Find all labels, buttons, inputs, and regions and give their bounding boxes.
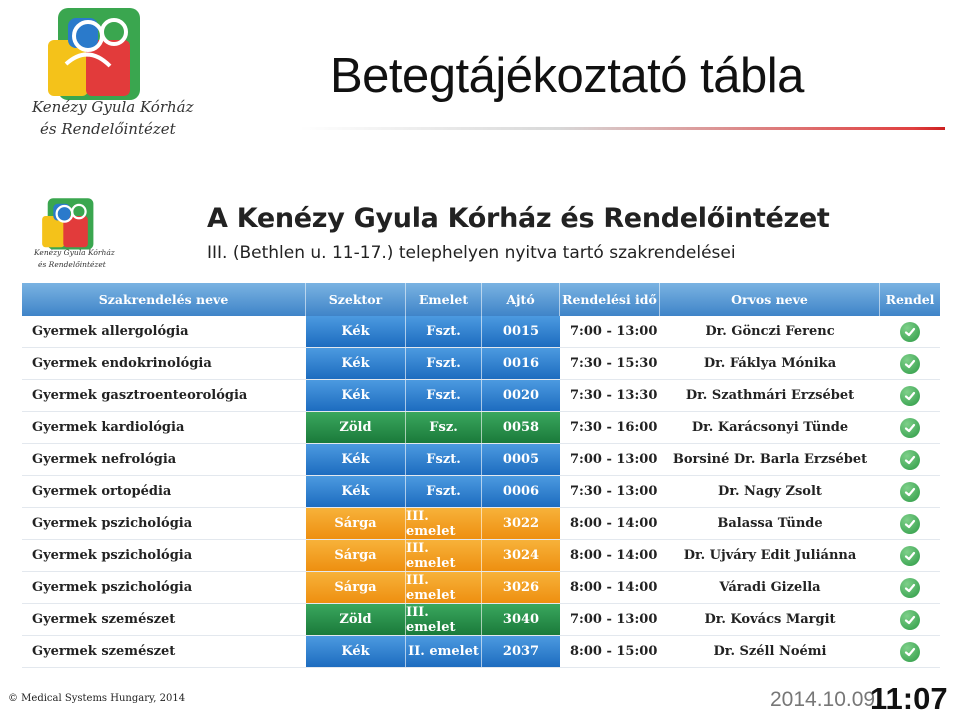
check-circle-icon (900, 578, 920, 598)
row-name: Gyermek pszichológia (32, 580, 193, 595)
table-row (22, 540, 940, 572)
check-circle-icon (900, 482, 920, 502)
header-sector: Szektor (306, 283, 406, 316)
table-row (22, 508, 940, 540)
row-floor: Fszt. (406, 316, 482, 347)
check-circle-icon (900, 386, 920, 406)
header-open: Rendel (885, 292, 935, 307)
row-hours: 8:00 - 15:00 (570, 644, 658, 659)
row-door: 3040 (482, 604, 560, 635)
row-floor: II. emelet (406, 636, 482, 667)
row-floor: Fszt. (406, 380, 482, 411)
row-name: Gyermek kardiológia (32, 420, 185, 435)
row-floor: III. emelet (406, 572, 482, 603)
check-circle-icon (900, 514, 920, 534)
row-name: Gyermek nefrológia (32, 452, 177, 467)
row-name: Gyermek szemészet (32, 644, 176, 659)
header-door: Ajtó (482, 283, 560, 316)
row-hours: 7:00 - 13:00 (570, 324, 658, 339)
row-open (880, 412, 940, 443)
panel-subtitle: III. (Bethlen u. 11-17.) telephelyen nyitva tartó szakrendelései (207, 243, 736, 263)
row-hours: 7:30 - 13:00 (570, 484, 658, 499)
table-row (22, 412, 940, 444)
table-row (22, 476, 940, 508)
row-sector: Sárga (306, 572, 406, 603)
row-open (880, 540, 940, 571)
row-open (880, 604, 940, 635)
row-name: Gyermek pszichológia (32, 548, 193, 563)
table-row (22, 348, 940, 380)
row-floor: III. emelet (406, 540, 482, 571)
row-door: 0015 (482, 316, 560, 347)
row-doctor: Dr. Karácsonyi Tünde (691, 420, 849, 435)
header-hours: Rendelési idő (560, 283, 660, 316)
row-sector: Kék (306, 348, 406, 379)
footer-time: 11:07 (870, 681, 948, 716)
row-hours: 7:30 - 16:00 (570, 420, 658, 435)
logo-text-line2: és Rendelőintézet (40, 120, 176, 138)
row-door: 3022 (482, 508, 560, 539)
footer-date: 2014.10.09. (770, 688, 881, 711)
row-open (880, 348, 940, 379)
header-name: Szakrendelés neve (22, 283, 306, 316)
table-row (22, 636, 940, 668)
row-floor: Fszt. (406, 444, 482, 475)
row-floor: III. emelet (406, 508, 482, 539)
row-door: 0058 (482, 412, 560, 443)
row-hours: 7:30 - 15:30 (570, 356, 658, 371)
row-doctor: Dr. Kovács Margit (704, 612, 836, 627)
row-door: 2037 (482, 636, 560, 667)
row-doctor: Dr. Szathmári Erzsébet (685, 388, 855, 403)
row-open (880, 316, 940, 347)
row-door: 0016 (482, 348, 560, 379)
header-floor: Emelet (406, 283, 482, 316)
row-floor: Fsz. (406, 412, 482, 443)
title-underline (300, 127, 945, 130)
row-doctor: Dr. Ujváry Edit Juliánna (683, 548, 857, 563)
row-open (880, 380, 940, 411)
check-circle-icon (900, 450, 920, 470)
row-open (880, 476, 940, 507)
slide-title: Betegtájékoztató tábla (330, 49, 804, 103)
check-circle-icon (900, 322, 920, 342)
panel-logo-text-line1: Kenézy Gyula Kórház (34, 248, 115, 257)
row-door: 0020 (482, 380, 560, 411)
row-sector: Kék (306, 636, 406, 667)
clinic-table (22, 283, 940, 668)
row-door: 0005 (482, 444, 560, 475)
row-doctor: Dr. Nagy Zsolt (718, 484, 822, 499)
row-doctor: Dr. Gönczi Ferenc (705, 324, 835, 339)
row-sector: Zöld (306, 604, 406, 635)
table-row (22, 316, 940, 348)
row-open (880, 444, 940, 475)
table-header (22, 283, 940, 316)
row-hours: 8:00 - 14:00 (570, 580, 658, 595)
row-name: Gyermek endokrinológia (32, 356, 212, 371)
table-row (22, 604, 940, 636)
table-body (22, 316, 940, 668)
row-doctor: Balassa Tünde (717, 516, 823, 531)
row-floor: Fszt. (406, 348, 482, 379)
row-door: 3026 (482, 572, 560, 603)
row-hours: 8:00 - 14:00 (570, 516, 658, 531)
row-name: Gyermek gasztroenteorológia (32, 388, 248, 403)
check-circle-icon (900, 642, 920, 662)
row-sector: Kék (306, 380, 406, 411)
header-doctor: Orvos neve (660, 283, 880, 316)
row-hours: 7:30 - 13:30 (570, 388, 658, 403)
row-hours: 7:00 - 13:00 (570, 452, 658, 467)
row-name: Gyermek allergológia (32, 324, 189, 339)
row-doctor: Dr. Fáklya Mónika (703, 356, 837, 371)
check-circle-icon (900, 354, 920, 374)
row-sector: Sárga (306, 508, 406, 539)
row-floor: III. emelet (406, 604, 482, 635)
row-open (880, 636, 940, 667)
panel-logo-text-line2: és Rendelőintézet (38, 260, 106, 269)
row-hours: 8:00 - 14:00 (570, 548, 658, 563)
row-floor: Fszt. (406, 476, 482, 507)
table-row (22, 444, 940, 476)
logo-text-line1: Kenézy Gyula Kórház (32, 98, 194, 116)
check-circle-icon (900, 610, 920, 630)
row-doctor: Borsiné Dr. Barla Erzsébet (672, 452, 868, 467)
row-sector: Sárga (306, 540, 406, 571)
row-hours: 7:00 - 13:00 (570, 612, 658, 627)
panel-title: A Kenézy Gyula Kórház és Rendelőintézet (207, 203, 830, 234)
row-doctor: Dr. Széll Noémi (713, 644, 827, 659)
row-doctor: Váradi Gizella (719, 580, 821, 595)
row-sector: Kék (306, 444, 406, 475)
check-circle-icon (900, 418, 920, 438)
table-row (22, 380, 940, 412)
row-door: 3024 (482, 540, 560, 571)
table-row (22, 572, 940, 604)
row-door: 0006 (482, 476, 560, 507)
row-name: Gyermek szemészet (32, 612, 176, 627)
row-name: Gyermek ortopédia (32, 484, 172, 499)
row-sector: Zöld (306, 412, 406, 443)
row-name: Gyermek pszichológia (32, 516, 193, 531)
row-sector: Kék (306, 476, 406, 507)
row-open (880, 572, 940, 603)
copyright: © Medical Systems Hungary, 2014 (8, 693, 186, 704)
row-open (880, 508, 940, 539)
row-sector: Kék (306, 316, 406, 347)
check-circle-icon (900, 546, 920, 566)
